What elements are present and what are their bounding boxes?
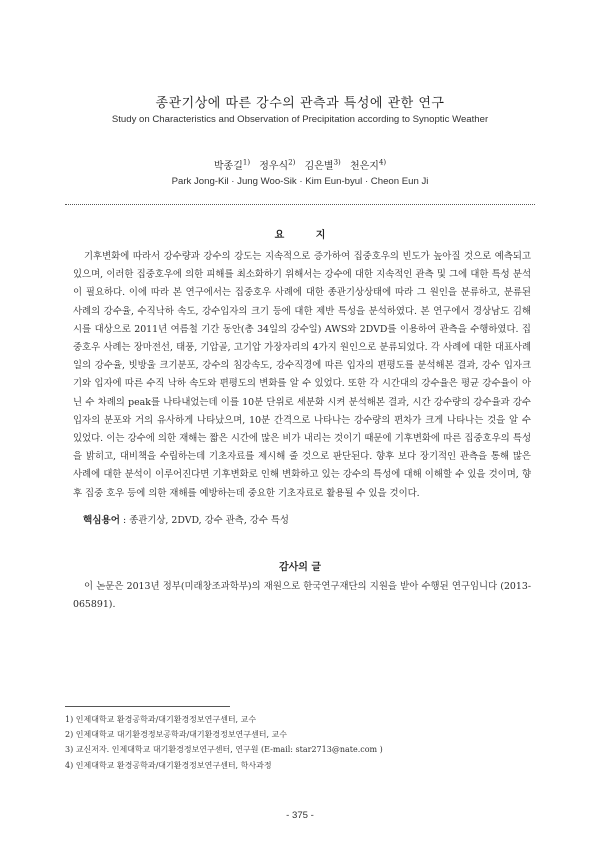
keywords-line <box>83 512 533 526</box>
author-name: 정우식$^{2)}$ <box>259 158 296 172</box>
footnote: 3) 교신저자. 인제대학교 대기환경정보연구센터, 연구원 (E-mail: star2713@nate.com ) <box>65 745 383 755</box>
acknowledgment-heading: 감사의 글 <box>278 562 322 573</box>
footnote: 2) 인제대학교 대기환경정보공학과/대기환경정보연구센터, 교수 <box>65 730 288 740</box>
abstract-body: 기후변화에 따라서 강수량과 강수의 강도는 지속적으로 증가하여 집중호우의 빈도가 높아질 것으로 예측되고 있으며, 이러한 집중호우에 의한 피해를 최소화하기 위해서는 강수에 대한 지속적인 관측 및 그에 대한 특성 분석이 필요하다. 이에 따라 본 연구에서는 집중호우 사례에 대한 종관기상상태에 따라 그 원인을 분류하고, 분류된 사례의 강수율, 수직낙하 속도, 강수입자의 크기 등에 대한 제반 특성을 분석하였다. 본 연구에서 경상남도 김해시를 대상으로 2011년 여름철 기간 동안(총 34일의 강수일) AWS와 2DVD를 이용하여 관측을 수행하였다. 집중호우 사례는 장마전선, 태풍, 기압골, 고기압 가장자리의 4가지 원인으로 분류되었다. 각 사례에 대한 대표사례일의 강수율, 빗방울 크기분포, 강수의 침강속도, 강수직경에 따른 입자의 편평도를 분석해본 결과, 강수 입자크기와 입자에 따른 수직 낙하 속도와 편평도의 변화를 알 수 있었다. 또한 각 시간대의 강수율은 평균 강수율이 아닌 수 차례의 peak를 나타내었는데 이를 10분 단위로 세분화 시켜 분석해본 결과, 시간 강수량의 강수율과 강수입자의 분포와 거의 유사하게 나타났으며, 10분 간격으로 나타나는 강수량의 편차가 크게 나타나는 것을 알 수 있었다. 이는 강수에 의한 재해는 짧은 시간에 많은 비가 내리는 것이기 때문에 기후변화에 따른 집중호우의 특성을 밝히고, 대비책을 수립하는데 기초자료를 제시해 줄 것으로 판단된다. 향후 보다 장기적인 관측을 통해 많은 사례에 대한 분석이 이루어진다면 기후변화로 인해 변화하고 있는 강수의 특성에 대해 이해할 수 있을 것이며, 향후 집중 호우 등에 의한 재해를 예방하는데 중요한 기초자료로 활용될 수 있을 것이다. <box>73 251 531 499</box>
footnote: 1) 인제대학교 환경공학과/대기환경정보연구센터, 교수 <box>65 715 257 724</box>
footnote-divider <box>65 706 230 707</box>
author-list-english: Park Jong-Kil · Jung Woo-Sik · Kim Eun-byul · Cheon Eun Ji <box>171 176 429 187</box>
keywords-separator: : <box>120 515 130 526</box>
section-divider <box>65 204 535 205</box>
author-list-korean <box>0 157 600 172</box>
abstract-heading: 요 지 <box>274 230 340 241</box>
keywords-text: 종관기상, 2DVD, 강수 관측, 강수 특성 <box>129 515 289 526</box>
author-name: 김은별$^{3)}$ <box>304 158 341 172</box>
author-name: 천은지$^{4)}$ <box>349 158 387 172</box>
author-name: 박종길$^{1)}$ <box>213 158 251 172</box>
paper-subtitle: Study on Characteristics and Observation of Precipitation according to Synoptic Weather <box>111 114 489 125</box>
footnote: 4) 인제대학교 환경공학과/대기환경정보연구센터, 학사과정 <box>65 760 272 770</box>
footnotes <box>65 712 535 773</box>
paper-title: 종관기상에 따른 강수의 관측과 특성에 관한 연구 <box>155 96 445 111</box>
page-number: - 375 - <box>286 810 314 821</box>
keywords-label: 핵심용어 <box>83 515 121 526</box>
acknowledgment-body: 이 논문은 2013년 정부(미래창조과학부)의 재원으로 한국연구재단의 지원을 받아 수행된 연구임니다 (2013-065891). <box>73 581 531 611</box>
